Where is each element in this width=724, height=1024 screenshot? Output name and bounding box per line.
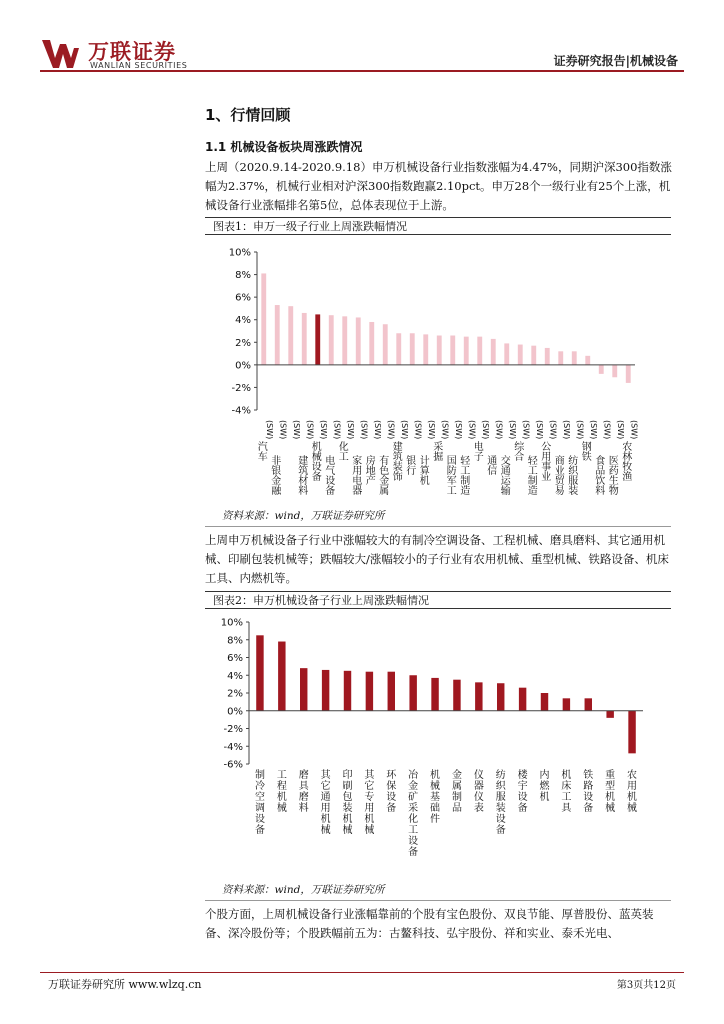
chart1-category-suffix: (SW) [588,420,598,440]
report-category: 证券研究报告|机械设备 [553,54,678,68]
chart2-category-label: 磨具磨料 [298,770,309,814]
chart1-category-label: 食品饮料 [595,456,606,497]
chart2-category-label: 冶金矿采化工设备 [408,770,419,858]
chart2-y-tick-label: 2% [227,688,243,700]
chart2-category-label: 环保设备 [386,770,397,814]
figure1-divider [205,526,671,527]
chart2-category-label: 印刷包装机械 [342,770,353,836]
chart1-category-label: 商业贸易 [554,456,565,497]
chart1-bar [423,334,428,364]
chart1-category-suffix: (SW) [413,420,423,440]
chart2-bar [475,682,482,710]
chart1-bar [410,333,415,365]
chart2-y-tick-label: 6% [227,653,243,664]
chart2-bar [628,711,635,754]
chart2-bar [431,678,438,711]
chart2-category-label: 仪器仪表 [473,770,484,814]
chart1-category-label: 家用电器 [352,456,363,497]
chart2-category-label: 制冷空调设备 [254,770,265,836]
chart1-category-label: 电子 [473,442,484,463]
chart1-category-label: 钢铁 [581,442,592,463]
chart1-bar [491,339,496,365]
chart1-category-label: 有色金属 [379,456,390,497]
chart2-y-tick-label: 0% [227,706,243,718]
chart1-category-suffix: (SW) [359,420,369,440]
chart2-category-label: 其它专用机械 [364,770,375,836]
footer-website: 万联证券研究所 www.wlzq.cn [48,978,202,991]
chart1-category-label: 采掘 [433,442,444,463]
chart2-y-tick-label: 10% [220,617,243,629]
header-divider [40,70,684,72]
subsection-title: 1.1 机械设备板块周涨跌情况 [205,140,363,154]
chart1-bar [275,305,280,365]
chart1-category-label: 计算机 [419,456,430,487]
chart2-category-label: 铁路设备 [583,770,594,814]
chart1-bar [558,351,563,365]
chart1-category-suffix: (SW) [372,420,382,440]
chart1-category-label: 轻工制造 [527,456,538,497]
chart1-bar [396,333,401,365]
chart2-category-label: 纺织服装设备 [495,770,506,836]
chart1-category-suffix: (SW) [615,420,625,440]
chart1-category-suffix: (SW) [521,420,531,440]
chart1-category-suffix: (SW) [629,420,639,440]
chart1-bar [437,336,442,365]
chart1-y-tick-label: 0% [235,360,251,372]
figure2-title: 图表2：申万机械设备子行业上周涨跌幅情况 [205,591,671,609]
chart2-bar [366,672,373,711]
chart2-bar [278,642,285,711]
logo-w-mark-icon [40,36,80,70]
chart1-y-tick-label: 10% [228,247,251,259]
section-title: 1、行情回顾 [205,106,291,124]
company-logo [40,36,210,72]
chart1-category-suffix: (SW) [386,420,396,440]
chart1-category-suffix: (SW) [264,420,274,440]
chart1-bar [450,336,455,365]
chart2-bar [453,680,460,711]
chart1-bar [302,313,307,365]
chart2-y-tick-label: -4% [223,741,243,753]
chart2-bar [388,672,395,711]
chart1-category-label: 纺织服装 [568,456,579,497]
chart1-bar [315,314,320,364]
chart1-bar [261,273,266,364]
chart1-category-label: 汽车 [257,442,268,463]
chart1-category-label: 银行 [406,456,417,477]
chart2-category-label: 其它通用机械 [320,770,331,836]
chart1-y-tick-label: 2% [235,337,251,349]
chart1-bar [626,365,631,383]
chart1-bar [545,348,550,365]
figure2-source: 资料来源：wind，万联证券研究所 [222,884,385,896]
chart1-bar [288,306,293,365]
chart-industry-weekly-change [205,236,671,504]
chart1-category-label: 轻工制造 [460,456,471,497]
chart1-category-suffix: (SW) [345,420,355,440]
logo-chinese-name: 万联证券 [88,40,176,64]
chart1-bar [531,346,536,365]
chart1-category-suffix: (SW) [305,420,315,440]
chart2-bar [322,670,329,711]
chart1-category-label: 公用事业 [541,442,552,483]
chart2-category-label: 机械基础件 [430,770,441,825]
chart1-bar [504,343,509,364]
chart2-bar [541,693,548,711]
chart1-category-suffix: (SW) [602,420,612,440]
chart1-y-tick-label: 6% [235,292,251,304]
chart2-y-tick-label: 4% [227,670,243,682]
logo-english-name: WANLIAN SECURITIES [90,61,188,70]
chart2-category-label: 楼宇设备 [517,770,528,814]
chart1-y-tick-label: 4% [235,315,251,327]
chart1-category-label: 交通运输 [500,456,511,497]
chart1-category-label: 机械设备 [311,442,322,483]
chart-machinery-subindustry-change [205,612,671,878]
chart1-category-suffix: (SW) [575,420,585,440]
chart2-y-tick-label: -6% [223,759,243,771]
paragraph-subindustry-summary: 上周申万机械设备子行业中涨幅较大的有制冷空调设备、工程机械、磨具磨料、其它通用机械、印刷包装机械等；跌幅较大/涨幅较小的子行业有农用机械、重型机械、铁路设备、机床工具、内燃机等。 [205,533,669,585]
chart1-category-suffix: (SW) [494,420,504,440]
page-number: 第3页共12页 [616,980,676,991]
chart1-category-label: 化工 [338,442,349,463]
chart1-category-suffix: (SW) [561,420,571,440]
chart1-bar [572,351,577,365]
figure1-title: 图表1：申万一级子行业上周涨跌幅情况 [205,217,671,235]
chart2-category-label: 机床工具 [561,770,572,814]
chart1-category-suffix: (SW) [467,420,477,440]
chart1-bar [356,317,361,364]
chart1-category-suffix: (SW) [278,420,288,440]
chart2-bar [256,635,263,710]
chart2-bar [497,683,504,711]
chart1-category-label: 建筑装饰 [392,442,403,483]
chart2-y-tick-label: 8% [227,635,243,647]
chart1-bar [518,345,523,365]
chart1-category-label: 通信 [487,456,498,477]
chart1-category-suffix: (SW) [453,420,463,440]
chart1-category-suffix: (SW) [534,420,544,440]
chart2-bar [300,668,307,711]
footer-divider [40,972,684,973]
figure2-divider [205,900,671,901]
chart2-category-label: 农用机械 [627,770,638,814]
chart1-bar [383,324,388,365]
chart1-bar [329,315,334,365]
chart1-category-suffix: (SW) [548,420,558,440]
chart2-category-label: 内燃机 [539,770,550,803]
chart1-category-suffix: (SW) [480,420,490,440]
chart1-category-suffix: (SW) [440,420,450,440]
chart1-category-label: 医药生物 [608,456,619,497]
chart1-bar [612,365,617,377]
chart2-category-label: 重型机械 [605,770,616,814]
chart1-category-label: 综合 [514,442,525,463]
chart1-category-label: 国防军工 [446,456,457,497]
chart1-category-suffix: (SW) [426,420,436,440]
chart2-bar [606,711,613,718]
chart1-bar [464,337,469,365]
chart1-category-label: 建筑材料 [298,456,309,497]
chart2-y-tick-label: -2% [223,724,243,735]
chart1-bar [599,365,604,374]
chart1-category-suffix: (SW) [399,420,409,440]
chart1-bar [369,322,374,365]
chart1-category-label: 农林牧渔 [622,442,633,483]
chart1-y-tick-label: -4% [231,405,251,417]
chart2-bar [344,671,351,711]
chart1-category-suffix: (SW) [507,420,517,440]
chart1-y-tick-label: 8% [235,270,251,282]
chart2-bar [563,698,570,710]
chart2-bar [585,698,592,710]
chart1-category-label: 房地产 [365,456,376,487]
figure1-source: 资料来源：wind，万联证券研究所 [222,510,385,522]
chart1-category-suffix: (SW) [332,420,342,440]
chart1-bar [585,356,590,365]
chart1-category-label: 非银金融 [271,456,282,497]
chart2-category-label: 金属制品 [451,770,462,814]
chart2-category-label: 工程机械 [276,770,287,814]
chart1-category-suffix: (SW) [291,420,301,440]
chart1-bar [342,316,347,365]
paragraph-weekly-summary: 上周（2020.9.14-2020.9.18）申万机械设备行业指数涨幅为4.47%，同期沪深300指数涨幅为2.37%，机械行业相对沪深300指数跑赢2.10pct。申万28个一级行业有25个上涨，机械设备行业涨幅排名第5位，总体表现位于上游。 [205,160,672,212]
chart1-y-tick-label: -2% [231,382,251,394]
chart1-category-label: 电气设备 [325,456,336,497]
chart2-bar [519,688,526,711]
paragraph-stock-summary: 个股方面，上周机械设备行业涨幅靠前的个股有宝色股份、双良节能、厚普股份、蓝英装备、深冷股份等；个股跌幅前五为：古鳌科技、弘宇股份、祥和实业、泰禾光电、 [205,907,654,940]
chart1-category-suffix: (SW) [318,420,328,440]
chart2-bar [409,675,416,711]
chart1-bar [477,337,482,365]
